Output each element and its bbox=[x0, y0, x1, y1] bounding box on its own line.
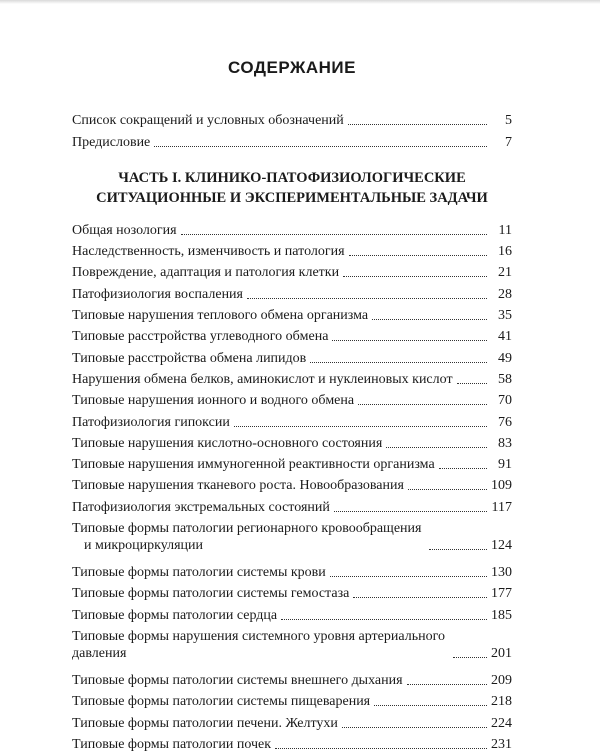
dot-leader bbox=[429, 549, 487, 550]
toc-entry-page: 177 bbox=[491, 586, 512, 602]
toc-entry-label bbox=[72, 520, 425, 554]
page-edge bbox=[0, 0, 600, 4]
toc-entry-page: 49 bbox=[498, 350, 512, 366]
dot-leader bbox=[453, 657, 487, 658]
dot-leader bbox=[407, 684, 487, 685]
toc-entry[interactable] bbox=[72, 668, 512, 689]
toc-entry-label: Предисловие bbox=[72, 134, 151, 150]
toc-entry-label: Типовые нарушения теплового обмена организма bbox=[72, 308, 369, 324]
dot-leader bbox=[275, 748, 487, 749]
dot-leader bbox=[353, 597, 487, 598]
toc-entry[interactable] bbox=[72, 710, 512, 731]
toc-entry[interactable] bbox=[72, 129, 512, 150]
dot-leader bbox=[374, 705, 487, 706]
dot-leader bbox=[247, 298, 487, 299]
dot-leader bbox=[234, 426, 487, 427]
toc-entry-page: 109 bbox=[491, 478, 512, 494]
dot-leader bbox=[408, 489, 487, 490]
toc-entry[interactable] bbox=[72, 260, 512, 281]
toc-entry-label: Патофизиология воспаления bbox=[72, 286, 243, 302]
toc-entry-label: Общая нозология bbox=[72, 222, 177, 238]
toc-entry-page: 201 bbox=[491, 645, 512, 661]
dot-leader bbox=[343, 276, 487, 277]
toc-entry-page: 76 bbox=[498, 414, 512, 430]
toc-entry-label-line: давления bbox=[72, 645, 127, 661]
part-heading-line: СИТУАЦИОННЫЕ И ЭКСПЕРИМЕНТАЛЬНЫЕ ЗАДАЧИ bbox=[96, 189, 488, 206]
toc-entry-label: Типовые расстройства углеводного обмена bbox=[72, 329, 329, 345]
toc-entry[interactable] bbox=[72, 324, 512, 345]
toc-entry-page: 117 bbox=[491, 499, 512, 515]
toc-entry[interactable] bbox=[72, 494, 512, 515]
toc-entry-label-line: и микроциркуляции bbox=[84, 537, 204, 553]
toc-entry-page: 185 bbox=[491, 607, 512, 623]
toc-entry-page: 231 bbox=[491, 736, 512, 752]
toc-entry-label: Типовые формы патологии почек bbox=[72, 736, 272, 752]
dot-leader bbox=[332, 340, 487, 341]
toc-entry-label: Типовые нарушения иммуногенной реактивности организма bbox=[72, 457, 435, 473]
toc-entry-label: Наследственность, изменчивость и патология bbox=[72, 244, 345, 260]
toc-entry-page: 7 bbox=[505, 134, 512, 150]
toc-entry[interactable] bbox=[72, 281, 512, 302]
toc-entry[interactable] bbox=[72, 473, 512, 494]
toc-entry-label bbox=[72, 628, 449, 662]
toc-entry[interactable] bbox=[72, 388, 512, 409]
toc-entry-label: Типовые формы патологии системы крови bbox=[72, 565, 326, 581]
table-of-contents bbox=[72, 58, 512, 753]
dot-leader bbox=[310, 362, 487, 363]
toc-entry[interactable] bbox=[72, 431, 512, 452]
dot-leader bbox=[281, 619, 487, 620]
toc-entry-label: Типовые формы патологии сердца bbox=[72, 607, 278, 623]
toc-entry[interactable] bbox=[72, 367, 512, 388]
dot-leader bbox=[349, 255, 487, 256]
toc-entry-page: 41 bbox=[498, 329, 512, 345]
toc-entry-label: Список сокращений и условных обозначений bbox=[72, 113, 344, 129]
dot-leader bbox=[457, 383, 487, 384]
dot-leader bbox=[386, 447, 487, 448]
toc-entry[interactable] bbox=[72, 108, 512, 129]
toc-entry-page: 91 bbox=[498, 457, 512, 473]
toc-entry[interactable] bbox=[72, 581, 512, 602]
toc-entry-page: 130 bbox=[491, 565, 512, 581]
dot-leader bbox=[439, 468, 487, 469]
dot-leader bbox=[372, 319, 487, 320]
toc-entry[interactable] bbox=[72, 602, 512, 623]
toc-entry-label: Нарушения обмена белков, аминокислот и нуклеиновых кислот bbox=[72, 371, 453, 387]
toc-entry[interactable] bbox=[72, 689, 512, 710]
dot-leader bbox=[348, 124, 487, 125]
toc-list bbox=[72, 218, 512, 753]
toc-entry[interactable] bbox=[72, 452, 512, 473]
toc-entry-page: 224 bbox=[491, 715, 512, 731]
toc-entry-label: Типовые нарушения тканевого роста. Новообразования bbox=[72, 478, 404, 494]
dot-leader bbox=[342, 727, 487, 728]
toc-entry-page: 35 bbox=[498, 308, 512, 324]
toc-entry-page: 209 bbox=[491, 672, 512, 688]
toc-entry-multiline[interactable] bbox=[72, 628, 512, 662]
toc-entry-label: Типовые формы патологии системы внешнего дыхания bbox=[72, 672, 403, 688]
toc-entry-page: 11 bbox=[498, 222, 512, 238]
dot-leader bbox=[334, 511, 487, 512]
toc-entry-page: 218 bbox=[491, 694, 512, 710]
toc-entry-label: Типовые нарушения кислотно-основного состояния bbox=[72, 435, 383, 451]
toc-entry-label: Повреждение, адаптация и патология клетки bbox=[72, 265, 340, 281]
toc-entry-page: 16 bbox=[498, 244, 512, 260]
dot-leader bbox=[330, 576, 487, 577]
toc-entry[interactable] bbox=[72, 218, 512, 239]
toc-entry-page: 5 bbox=[505, 113, 512, 129]
toc-entry-page: 21 bbox=[498, 265, 512, 281]
page-title: СОДЕРЖАНИЕ bbox=[228, 58, 356, 77]
toc-entry-multiline[interactable] bbox=[72, 520, 512, 554]
toc-entry[interactable] bbox=[72, 303, 512, 324]
toc-entry-page: 83 bbox=[498, 435, 512, 451]
toc-entry[interactable] bbox=[72, 239, 512, 260]
toc-entry-label: Типовые формы патологии печени. Желтухи bbox=[72, 715, 338, 731]
toc-entry-label: Типовые формы патологии системы пищеварения bbox=[72, 694, 371, 710]
dot-leader bbox=[358, 404, 487, 405]
toc-entry[interactable] bbox=[72, 409, 512, 430]
toc-entry-label-line: Типовые формы нарушения системного уровня артериального bbox=[72, 628, 445, 644]
toc-entry-page: 28 bbox=[498, 286, 512, 302]
toc-entry-page: 124 bbox=[491, 537, 512, 553]
toc-entry-label: Типовые формы патологии системы гемостаза bbox=[72, 586, 350, 602]
dot-leader bbox=[181, 234, 487, 235]
toc-entry-label: Типовые расстройства обмена липидов bbox=[72, 350, 307, 366]
part-heading-line: ЧАСТЬ I. КЛИНИКО-ПАТОФИЗИОЛОГИЧЕСКИЕ bbox=[118, 169, 466, 186]
toc-entry-label: Типовые нарушения ионного и водного обмена bbox=[72, 393, 355, 409]
toc-entry[interactable] bbox=[72, 345, 512, 366]
toc-entry-label: Патофизиология экстремальных состояний bbox=[72, 499, 330, 515]
toc-entry-label: Патофизиология гипоксии bbox=[72, 414, 230, 430]
toc-entry-page: 58 bbox=[498, 371, 512, 387]
toc-entry-page: 70 bbox=[498, 393, 512, 409]
front-matter-list bbox=[72, 108, 512, 151]
part-heading bbox=[72, 168, 512, 208]
toc-entry[interactable] bbox=[72, 560, 512, 581]
toc-entry-label-line: Типовые формы патологии регионарного кровообращения bbox=[72, 520, 422, 536]
dot-leader bbox=[154, 146, 487, 147]
